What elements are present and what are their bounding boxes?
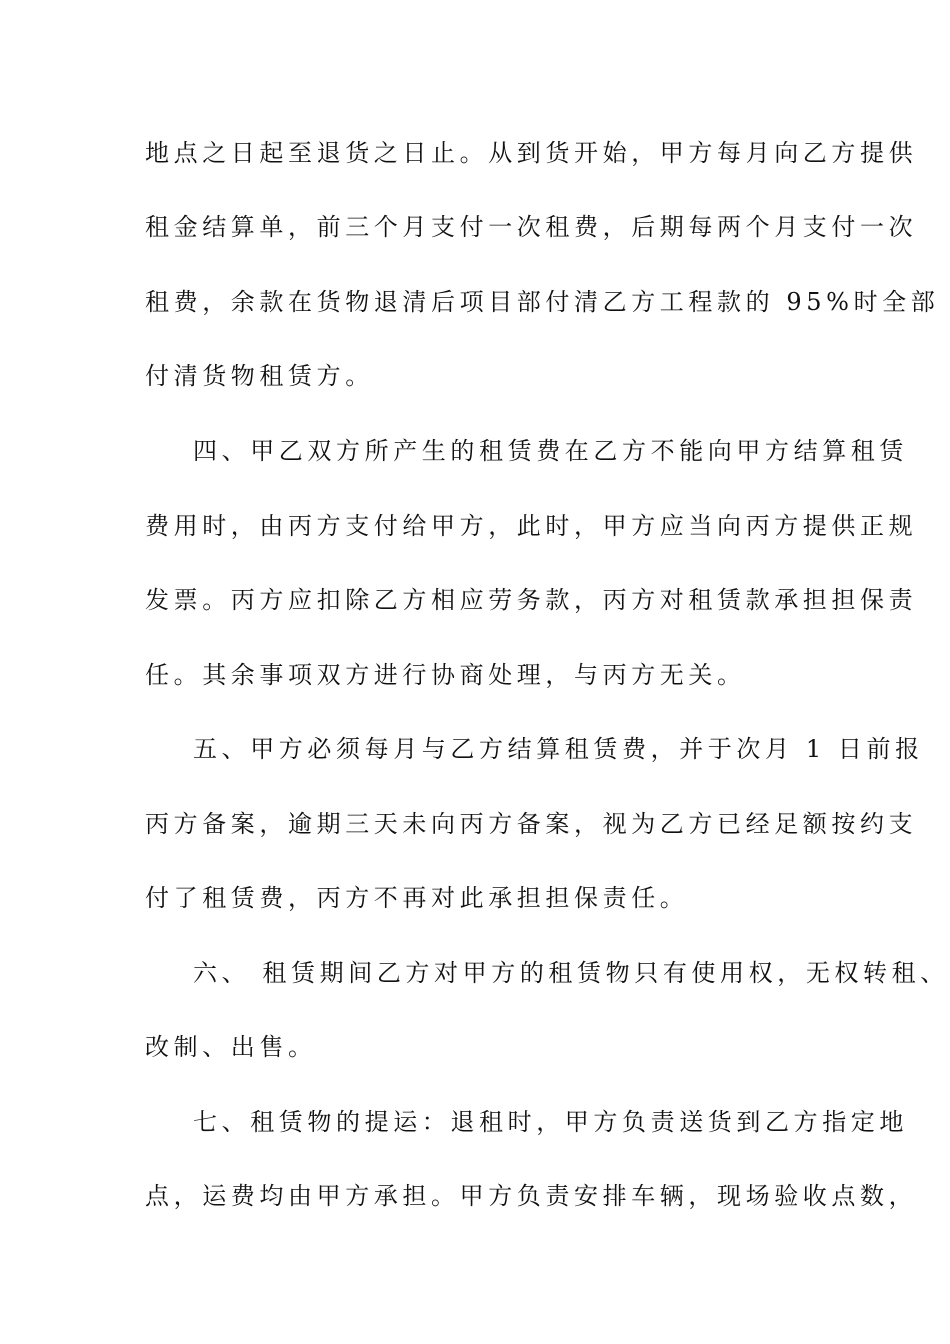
paragraph-start-line: 六、 租赁期间乙方对甲方的租赁物只有使用权，无权转租、 — [193, 959, 949, 987]
text-line: 租金结算单，前三个月支付一次租费，后期每两个月支付一次 — [145, 213, 918, 241]
text-line: 丙方备案，逾期三天未向丙方备案，视为乙方已经足额按约支 — [145, 810, 918, 838]
text-line: 付了租赁费，丙方不再对此承担担保责任。 — [145, 884, 689, 912]
text-line: 点，运费均由甲方承担。甲方负责安排车辆，现场验收点数， — [145, 1182, 918, 1210]
text-line: 地点之日起至退货之日止。从到货开始，甲方每月向乙方提供 — [145, 139, 918, 167]
text-line: 任。其余事项双方进行协商处理，与丙方无关。 — [145, 661, 746, 689]
paragraph-start-line: 四、甲乙双方所产生的租赁费在乙方不能向甲方结算租赁 — [193, 437, 908, 465]
paragraph-start-line: 七、租赁物的提运：退租时，甲方负责送货到乙方指定地 — [193, 1108, 908, 1136]
text-line: 费用时，由丙方支付给甲方，此时，甲方应当向丙方提供正规 — [145, 512, 918, 540]
text-line: 改制、出售。 — [145, 1033, 317, 1061]
paragraph-start-line: 五、甲方必须每月与乙方结算租赁费，并于次月 1 日前报 — [193, 735, 924, 763]
text-line: 付清货物租赁方。 — [145, 362, 374, 390]
text-line: 发票。丙方应扣除乙方相应劳务款，丙方对租赁款承担担保责 — [145, 586, 918, 614]
text-line: 租费，余款在货物退清后项目部付清乙方工程款的 95%时全部 — [145, 288, 940, 316]
